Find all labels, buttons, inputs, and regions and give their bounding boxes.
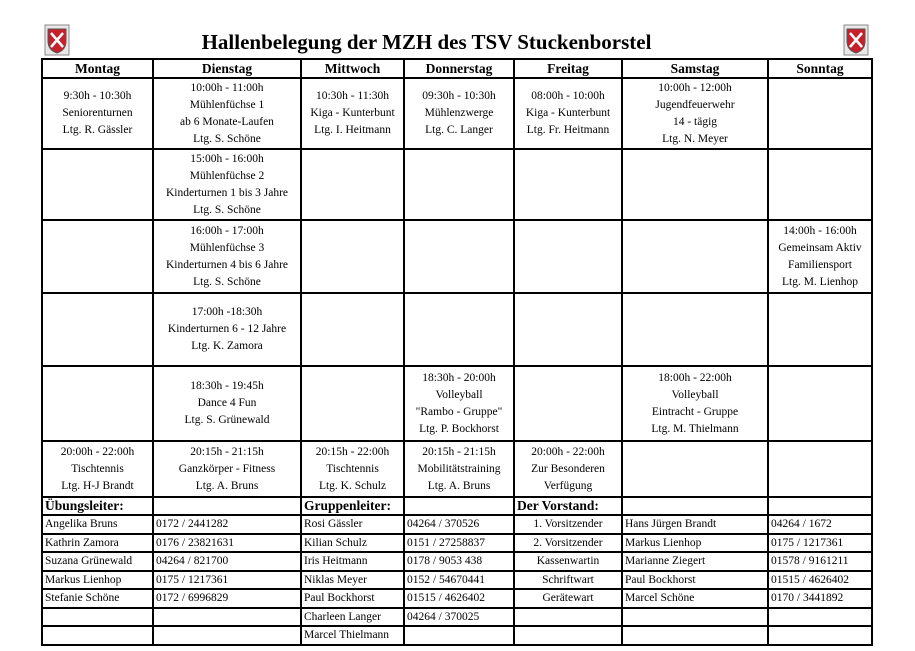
schedule-row [42,220,872,293]
group-leader-name: Rosi Gässler [301,515,404,534]
schedule-cell [622,78,768,149]
schedule-cell [514,441,622,497]
schedule-cell [404,78,514,149]
schedule-line: Jugendfeuerwehr [655,98,735,111]
trainer-phone: 04264 / 821700 [153,552,301,571]
schedule-line: 10:00h - 11:00h [190,81,264,94]
contact-row [42,534,872,553]
trainer-phone: 0176 / 23821631 [153,534,301,553]
schedule-row [42,441,872,497]
schedule-line: Ltg. C. Langer [425,124,493,136]
board-name: Markus Lienhop [622,534,768,553]
board-phone: 01578 / 9161211 [768,552,872,571]
schedule-line: 18:30h - 19:45h [190,380,264,392]
schedule-row [42,149,872,220]
schedule-line: Volleyball [435,388,483,401]
schedule-cell [153,149,301,220]
empty-cell [768,497,872,515]
schedule-cell [514,293,622,366]
trainer-phone: 0175 / 1217361 [153,571,301,590]
schedule-line: Ltg. K. Schulz [318,479,387,492]
schedule-table [41,58,873,646]
schedule-cell [622,366,768,441]
schedule-line: Ltg. R. Gässler [62,124,133,136]
trainer-name: Angelika Bruns [42,515,153,534]
schedule-line: Ltg. K. Zamora [191,340,263,352]
schedule-line: Zur Besonderen [531,462,605,475]
board-phone: 0175 / 1217361 [768,534,872,553]
board-name [622,608,768,627]
schedule-line: Ltg. A. Bruns [195,479,259,492]
schedule-line: Ltg. P. Bockhorst [419,422,499,435]
day-header-mittwoch: Mittwoch [301,59,404,78]
schedule-line: Kinderturnen 6 - 12 Jahre [167,323,287,335]
schedule-cell [301,78,404,149]
schedule-line: Ltg. S. Grünewald [184,414,270,426]
group-leader-name: Iris Heitmann [301,552,404,571]
schedule-line: Seniorenturnen [62,107,133,119]
board-phone: 04264 / 1672 [768,515,872,534]
schedule-cell [153,441,301,497]
board-role: 2. Vorsitzender [514,534,622,553]
board-phone [768,608,872,627]
schedule-cell [153,366,301,441]
board-name: Paul Bockhorst [622,571,768,590]
trainer-phone: 0172 / 6996829 [153,589,301,608]
schedule-line: 10:00h - 12:00h [658,81,732,94]
schedule-line: 14 - tägig [672,115,718,128]
group-leader-phone: 01515 / 4626402 [404,589,514,608]
schedule-row [42,78,872,149]
trainer-name [42,608,153,627]
board-name: Marianne Ziegert [622,552,768,571]
trainer-name: Kathrin Zamora [42,534,153,553]
trainer-name [42,626,153,645]
schedule-cell [768,149,872,220]
schedule-line: Gemeinsam Aktiv [778,241,862,254]
schedule-cell [42,366,153,441]
schedule-line: 17:00h -18:30h [191,306,263,318]
schedule-line: 20:15h - 22:00h [315,445,390,458]
schedule-line: ab 6 Monate-Laufen [180,115,274,128]
schedule-cell [768,220,872,293]
trainer-phone [153,608,301,627]
schedule-line: 10:30h - 11:30h [315,90,390,102]
schedule-cell [768,366,872,441]
schedule-line: Ganzkörper - Fitness [178,462,276,475]
schedule-line: 08:00h - 10:00h [531,90,605,102]
schedule-line: 18:30h - 20:00h [422,371,496,384]
schedule-cell [514,149,622,220]
day-header-montag: Montag [42,59,153,78]
contact-row [42,608,872,627]
schedule-cell [622,441,768,497]
schedule-line: Ltg. M. Thielmann [651,422,739,435]
schedule-line: Kinderturnen 1 bis 3 Jahre [166,186,288,199]
group-leader-name: Niklas Meyer [301,571,404,590]
schedule-line: 20:15h - 21:15h [190,445,264,458]
group-leader-phone: 0152 / 54670441 [404,571,514,590]
board-phone: 0170 / 3441892 [768,589,872,608]
schedule-line: Ltg. S. Schöne [193,275,261,288]
schedule-line: Familiensport [788,258,852,271]
section-heading-vorstand: Der Vorstand: [514,497,622,515]
schedule-cell [768,293,872,366]
group-leader-name: Marcel Thielmann [301,626,404,645]
schedule-cell [404,220,514,293]
schedule-line: Tischtennis [326,462,379,475]
day-header-row [42,59,872,78]
trainer-name: Suzana Grünewald [42,552,153,571]
schedule-cell [153,293,301,366]
board-role [514,608,622,627]
day-header-samstag: Samstag [622,59,768,78]
empty-cell [622,497,768,515]
board-role: Gerätewart [514,589,622,608]
schedule-line: 20:00h - 22:00h [531,445,605,458]
schedule-line: Eintracht - Gruppe [651,405,739,418]
schedule-cell [768,441,872,497]
board-role: Schriftwart [514,571,622,590]
schedule-row [42,366,872,441]
schedule-cell [42,220,153,293]
schedule-cell [301,220,404,293]
schedule-line: 14:00h - 16:00h [783,224,857,237]
schedule-cell [514,78,622,149]
schedule-cell [42,441,153,497]
contact-row [42,571,872,590]
day-header-donnerstag: Donnerstag [404,59,514,78]
group-leader-phone: 0178 / 9053 438 [404,552,514,571]
schedule-cell [301,293,404,366]
schedule-line: Ltg. A. Bruns [427,479,491,492]
schedule-line: 9:30h - 10:30h [63,90,132,102]
empty-cell [153,497,301,515]
schedule-line: Ltg. N. Meyer [662,132,728,145]
schedule-line: Tischtennis [71,462,124,475]
schedule-cell [514,366,622,441]
schedule-row [42,293,872,366]
page-title: Hallenbelegung der MZH des TSV Stuckenborstel [201,30,652,54]
schedule-line: 18:00h - 22:00h [658,371,732,384]
schedule-line: "Rambo - Gruppe" [415,405,503,418]
schedule-line: Kiga - Kunterbunt [310,107,395,119]
group-leader-phone [404,626,514,645]
trainer-phone: 0172 / 2441282 [153,515,301,534]
schedule-cell [404,366,514,441]
schedule-cell [153,78,301,149]
group-leader-phone: 04264 / 370025 [404,608,514,627]
schedule-cell [514,220,622,293]
board-role: Kassenwartin [514,552,622,571]
schedule-cell [404,293,514,366]
schedule-line: Mühlenfüchse 3 [189,241,265,254]
schedule-cell [42,293,153,366]
group-leader-phone: 04264 / 370526 [404,515,514,534]
schedule-cell [301,366,404,441]
contacts-header-row [42,497,872,515]
schedule-line: Ltg. Fr. Heitmann [526,124,610,136]
day-header-sonntag: Sonntag [768,59,872,78]
schedule-line: Ltg. S. Schöne [193,132,261,145]
schedule-line: Ltg. I. Heitmann [314,124,391,136]
schedule-line: Verfügung [543,479,593,492]
schedule-line: Mühlenfüchse 2 [189,169,265,182]
schedule-line: Ltg. H-J Brandt [61,479,134,492]
schedule-cell [622,293,768,366]
day-header-freitag: Freitag [514,59,622,78]
schedule-line: 16:00h - 17:00h [190,224,264,237]
board-role: 1. Vorsitzender [514,515,622,534]
board-name: Hans Jürgen Brandt [622,515,768,534]
schedule-line: Mühlenfüchse 1 [189,98,265,111]
schedule-line: Volleyball [671,388,719,401]
tsv-logo-icon [843,24,869,56]
schedule-cell [153,220,301,293]
schedule-line: 20:00h - 22:00h [60,445,135,458]
schedule-line: 20:15h - 21:15h [422,445,496,458]
schedule-line: Kinderturnen 4 bis 6 Jahre [166,258,288,271]
trainer-name: Markus Lienhop [42,571,153,590]
schedule-cell [404,149,514,220]
contact-row [42,626,872,645]
group-leader-phone: 0151 / 27258837 [404,534,514,553]
contact-row [42,589,872,608]
section-heading-gruppenleiter: Gruppenleiter: [301,497,404,515]
schedule-line: Ltg. S. Schöne [193,203,261,216]
schedule-cell [622,149,768,220]
schedule-cell [301,149,404,220]
contact-row [42,515,872,534]
schedule-line: Kiga - Kunterbunt [525,107,611,119]
contact-row [42,552,872,571]
schedule-cell [622,220,768,293]
schedule-cell [42,149,153,220]
section-heading-uebungsleiter: Übungsleiter: [42,497,153,515]
day-header-dienstag: Dienstag [153,59,301,78]
schedule-line: Ltg. M. Lienhop [781,275,859,288]
trainer-name: Stefanie Schöne [42,589,153,608]
schedule-cell [42,78,153,149]
board-phone [768,626,872,645]
group-leader-name: Charleen Langer [301,608,404,627]
trainer-phone [153,626,301,645]
group-leader-name: Paul Bockhorst [301,589,404,608]
schedule-line: Mühlenzwerge [424,107,494,119]
schedule-cell [768,78,872,149]
schedule-line: Dance 4 Fun [197,397,257,409]
board-phone: 01515 / 4626402 [768,571,872,590]
schedule-line: 09:30h - 10:30h [422,90,496,102]
empty-cell [404,497,514,515]
group-leader-name: Kilian Schulz [301,534,404,553]
schedule-cell [404,441,514,497]
schedule-line: 15:00h - 16:00h [190,152,264,165]
board-name: Marcel Schöne [622,589,768,608]
schedule-line: Mobilitätstraining [417,462,501,475]
board-name [622,626,768,645]
board-role [514,626,622,645]
schedule-cell [301,441,404,497]
